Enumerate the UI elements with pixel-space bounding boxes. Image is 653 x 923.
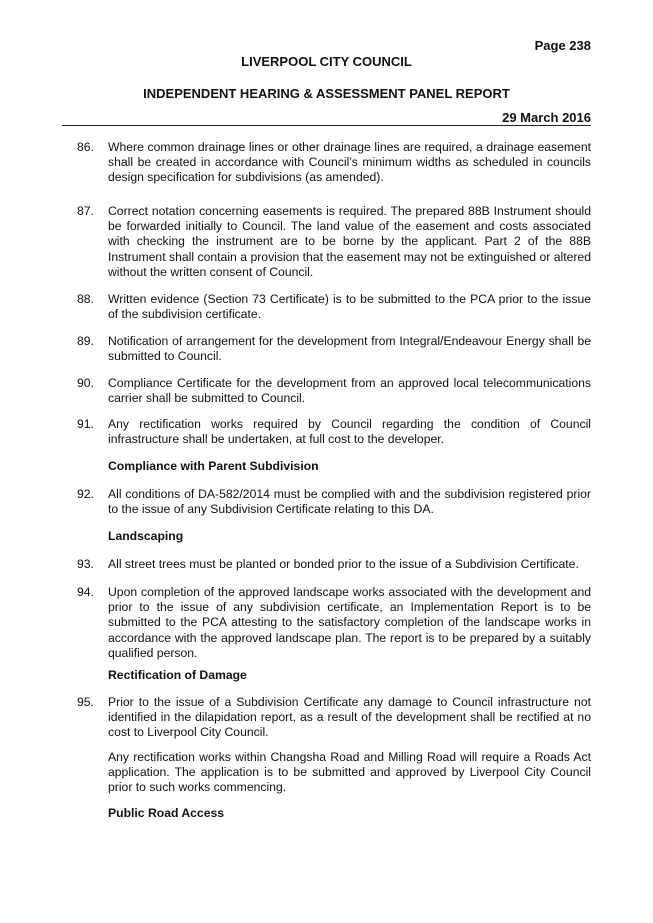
condition-number: 93. <box>77 557 94 571</box>
condition-item <box>62 417 591 447</box>
condition-number: 87. <box>77 204 94 218</box>
condition-text: Any rectification works required by Council regarding the condition of Council infrastructure shall be undertaken, at full cost to the developer. <box>108 417 591 447</box>
condition-number: 90. <box>77 376 94 390</box>
condition-number: 92. <box>77 487 94 501</box>
condition-number: 94. <box>77 585 94 599</box>
condition-number: 88. <box>77 292 94 306</box>
condition-item <box>62 557 591 572</box>
section-heading: Landscaping <box>108 529 184 543</box>
section-heading: Public Road Access <box>108 806 225 820</box>
header-rule <box>62 125 591 126</box>
section-heading: Compliance with Parent Subdivision <box>108 459 319 473</box>
condition-text: All conditions of DA-582/2014 must be complied with and the subdivision registered prior to the issue of any Subdivision Certificate relating to this DA. <box>108 487 591 517</box>
condition-item <box>62 204 591 280</box>
condition-item <box>62 695 591 741</box>
page-number: Page 238 <box>534 38 591 53</box>
report-date: 29 March 2016 <box>502 110 591 125</box>
condition-text: Correct notation concerning easements is required. The prepared 88B Instrument should be forwarded initially to Council. The land value of the easement and costs associated with checking the instrument are to be borne by the applicant. Part 2 of the 88B Instrument shall contain a provision that the easement may not be extinguished or altered without the written consent of Council. <box>108 204 591 279</box>
condition-text: Where common drainage lines or other drainage lines are required, a drainage easement shall be created in accordance with Council’s minimum widths as scheduled in councils design specification for subdivisions (as amended). <box>108 140 591 185</box>
condition-number: 95. <box>77 695 94 709</box>
condition-text: Compliance Certificate for the development from an approved local telecommunications carrier shall be submitted to Council. <box>108 376 591 406</box>
condition-item <box>62 376 591 406</box>
condition-number: 91. <box>77 417 94 431</box>
condition-text: Prior to the issue of a Subdivision Certificate any damage to Council infrastructure not identified in the dilapidation report, as a result of the development shall be rectified at no cost to Liverpool City Council. <box>108 695 591 740</box>
section-heading: Rectification of Damage <box>108 668 247 682</box>
condition-continuation <box>62 750 591 796</box>
condition-text: All street trees must be planted or bonded prior to the issue of a Subdivision Certificate. <box>108 557 579 571</box>
condition-text: Notification of arrangement for the development from Integral/Endeavour Energy shall be submitted to Council. <box>108 334 591 364</box>
condition-number: 86. <box>77 140 94 154</box>
condition-text: Written evidence (Section 73 Certificate) is to be submitted to the PCA prior to the issue of the subdivision certificate. <box>108 292 591 322</box>
condition-item <box>62 140 591 186</box>
condition-item <box>62 292 591 322</box>
condition-item <box>62 334 591 364</box>
condition-number: 89. <box>77 334 94 348</box>
condition-text: Upon completion of the approved landscape works associated with the development and prior to the issue of any subdivision certificate, an Implementation Report is to be submitted to the PCA attesting to the satisfactory completion of the landscape works in accordance with the approved landscape plan. The report is to be prepared by a suitably qualified person. <box>108 585 591 660</box>
condition-item <box>62 487 591 517</box>
council-name: LIVERPOOL CITY COUNCIL <box>241 54 412 69</box>
continuation-text: Any rectification works within Changsha Road and Milling Road will require a Roads Act application. The application is to be submitted and approved by Liverpool City Council prior to such works commencing. <box>108 750 591 795</box>
report-title: INDEPENDENT HEARING & ASSESSMENT PANEL REPORT <box>143 86 510 101</box>
condition-item <box>62 585 591 661</box>
